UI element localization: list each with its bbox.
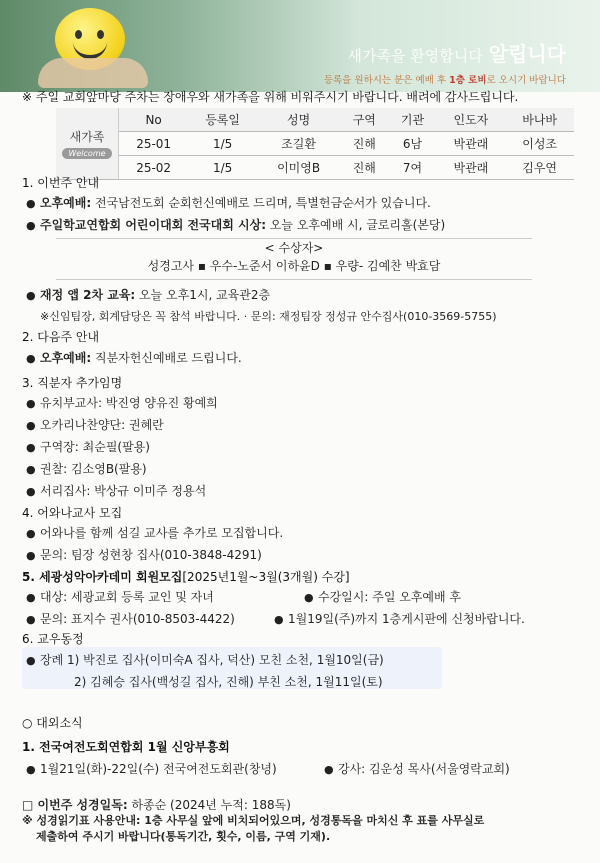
hands-image (38, 58, 148, 88)
list-item: 2) 김혜승 집사(백성길 집사, 진해) 부친 소천, 1월11일(토) (74, 675, 383, 689)
header-title: 새가족을 환영합니다 알립니다 (347, 42, 566, 66)
newcomer-badge: 새가족 Welcome (56, 108, 119, 180)
section-title: 6. 교우동정 (22, 632, 84, 646)
col-header: No (119, 108, 189, 132)
list-item: ● 오후예배: 직분자헌신예배로 드립니다. (26, 351, 242, 365)
list-item: ● 강사: 김운성 목사(서울영락교회) (324, 762, 510, 776)
bible-note: 제출하여 주시기 바랍니다(통독기간, 횟수, 이름, 구역 기재). (36, 830, 331, 843)
section-title: 2. 다음주 안내 (22, 330, 100, 344)
table-row: 25-02 1/5 이미영B 진해 7여 박관래 김우연 (56, 156, 574, 180)
award-box: < 수상자> 성경고사 ▪ 우수-노준서 이하윤D ▪ 우량- 김예찬 박효담 (56, 238, 532, 280)
list-item: ● 수강일시: 주일 오후예배 후 (304, 590, 461, 604)
list-item: ● 서리집사: 박상규 이미주 정용석 (26, 484, 207, 498)
col-header: 인도자 (437, 108, 506, 132)
list-item: ● 1월19일(주)까지 1층게시판에 신청바랍니다. (274, 612, 525, 626)
list-item: ● 오후예배: 전국남전도회 순회헌신예배로 드리며, 특별헌금순서가 있습니다. (26, 196, 431, 210)
header-notice: 등록을 원하시는 분은 예배 후 1층 로비로 오시기 바랍니다 (323, 75, 566, 86)
col-header: 바나바 (505, 108, 574, 132)
list-item: ● 권찰: 김소영B(팔용) (26, 462, 147, 476)
section-title: 4. 어와나교사 모집 (22, 506, 123, 520)
bible-reading: □ 이번주 성경일독: 하종순 (2024년 누적: 188독) (22, 798, 291, 812)
list-item: ● 구역장: 최순필(팔용) (26, 440, 150, 454)
list-item: ● 유치부교사: 박진영 양유진 황예희 (26, 396, 218, 410)
col-header: 구역 (340, 108, 388, 132)
list-item: ● 문의: 팀장 성현창 집사(010-3848-4291) (26, 548, 262, 562)
header-banner (0, 0, 600, 92)
list-item: ● 어와나를 함께 섬길 교사를 추가로 모집합니다. (26, 526, 284, 540)
finance-note: ※신임팀장, 회계담당은 꼭 참석 바랍니다. · 문의: 재정팀장 정성규 안수집사(010-3569-5755) (40, 310, 497, 323)
col-header: 성명 (257, 108, 340, 132)
outside-news-title: ○ 대외소식 (22, 716, 83, 730)
bible-note: ※ 성경읽기표 사용안내: 1층 사무실 앞에 비치되어있으며, 성경통독을 마치신 후 표를 사무실로 (22, 814, 485, 827)
list-item: ● 재정 앱 2차 교육: 오늘 오후1시, 교육관2층 (26, 288, 271, 302)
table-row: 25-01 1/5 조길환 진해 6남 박관래 이성조 (56, 132, 574, 156)
section-title: 1. 이번주 안내 (22, 176, 100, 190)
list-item: ● 장례 1) 박진로 집사(이미숙A 집사, 덕산) 모친 소천, 1월10일(금) (26, 653, 384, 667)
section-title: 5. 세광성악아카데미 회원모집[2025년1월~3월(3개월) 수강] (22, 570, 350, 584)
section-title: 3. 직분자 추가임명 (22, 376, 123, 390)
list-item: ● 대상: 세광교회 등록 교인 및 자녀 (26, 590, 214, 604)
parking-notice: ※ 주일 교회앞마당 주차는 장애우와 새가족을 위해 비워주시기 바랍니다. 배려에 감사드립니다. (22, 90, 519, 104)
newcomer-table (56, 108, 574, 180)
list-item: ● 문의: 표지수 권사(010-8503-4422) (26, 612, 235, 626)
list-item: ● 주일학교연합회 어린이대회 전국대회 시상: 오늘 오후예배 시, 글로리홀(본당) (26, 218, 446, 232)
col-header: 등록일 (188, 108, 257, 132)
list-item: ● 1월21일(화)-22일(수) 전국여전도회관(창녕) (26, 762, 277, 776)
col-header: 기관 (388, 108, 436, 132)
list-item: ● 오카리나찬양단: 권혜란 (26, 418, 164, 432)
outside-news-subtitle: 1. 전국여전도회연합회 1월 신앙부흥회 (22, 740, 230, 754)
